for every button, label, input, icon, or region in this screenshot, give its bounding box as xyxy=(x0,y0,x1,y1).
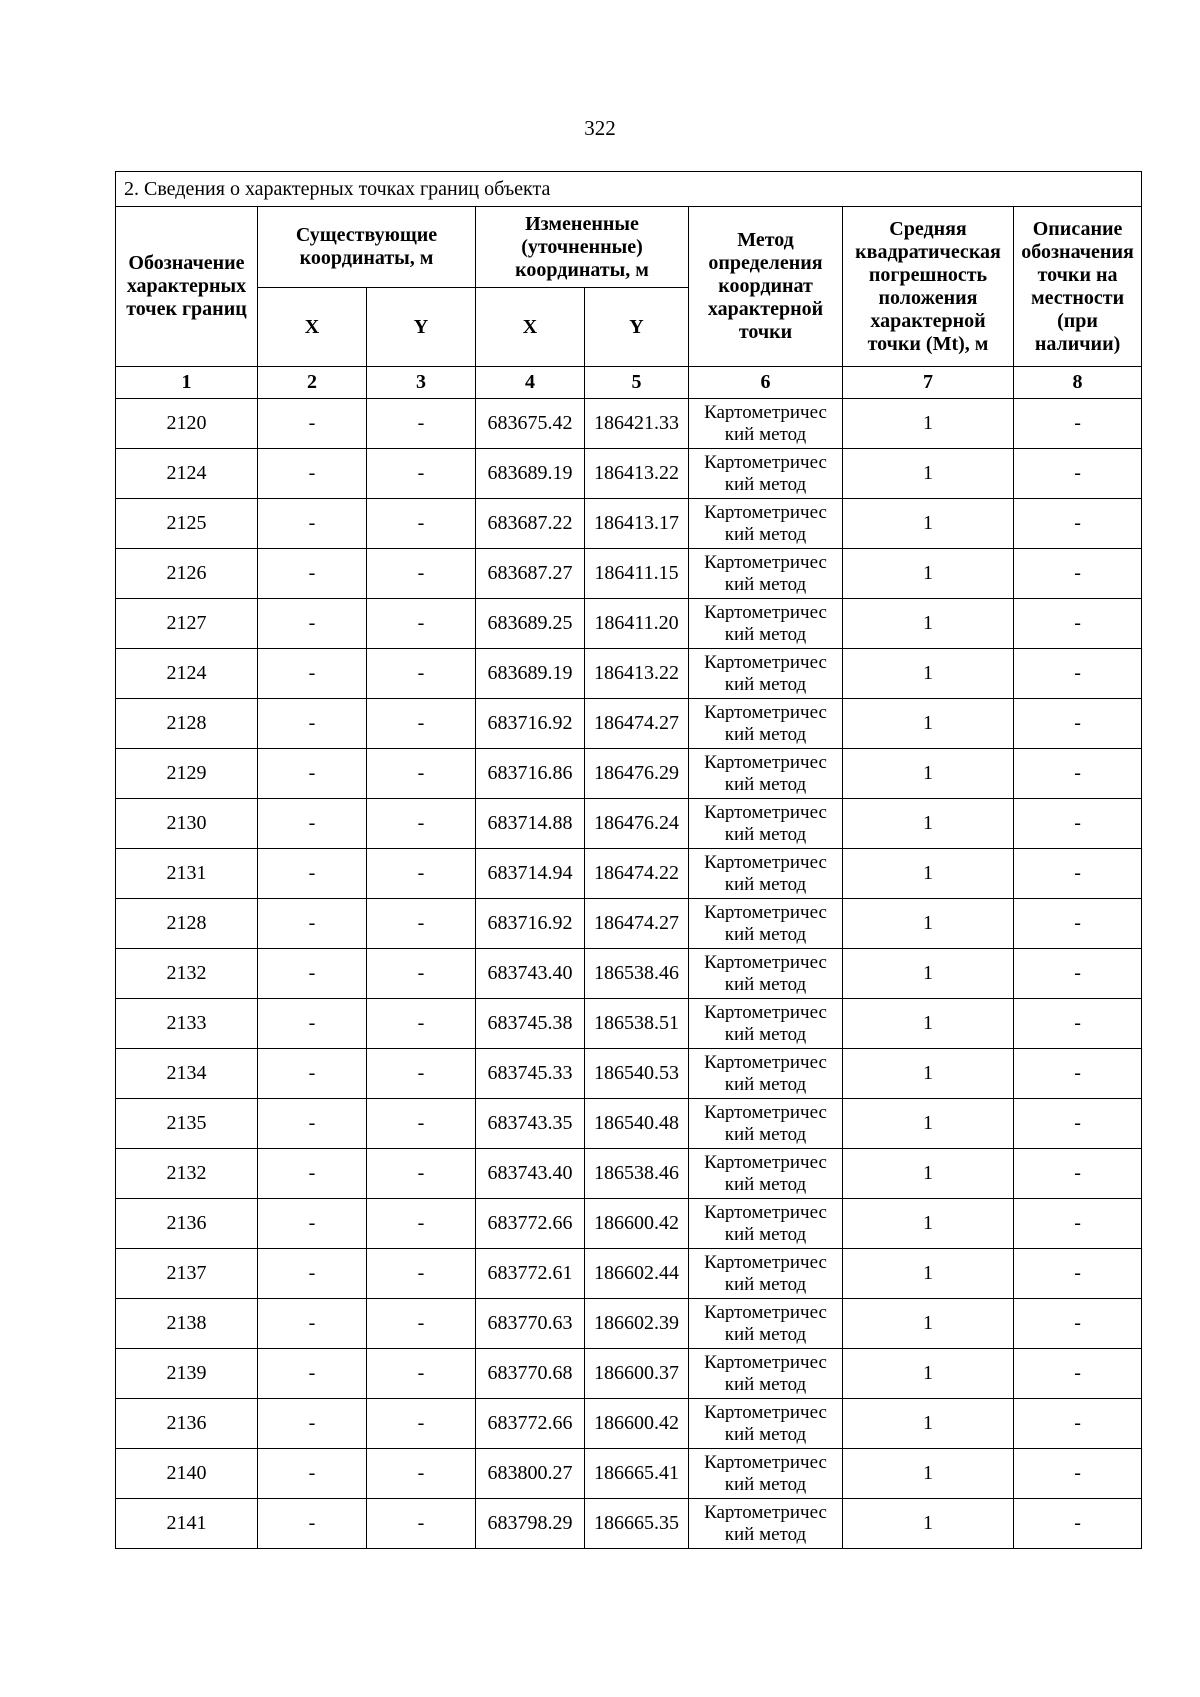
cell-changed-x: 683689.19 xyxy=(476,649,585,699)
cell-description: - xyxy=(1014,1249,1142,1299)
cell-point-id: 2139 xyxy=(116,1349,258,1399)
cell-changed-y: 186665.41 xyxy=(585,1449,689,1499)
cell-changed-x: 683743.35 xyxy=(476,1099,585,1149)
cell-changed-y: 186413.17 xyxy=(585,499,689,549)
cell-error-mt: 1 xyxy=(843,599,1014,649)
cell-description: - xyxy=(1014,1399,1142,1449)
method-line-1: Картометричес xyxy=(704,851,827,873)
method-line-2: кий метод xyxy=(724,823,807,845)
method-line-2: кий метод xyxy=(724,1223,807,1245)
cell-existing-y: - xyxy=(367,649,476,699)
cell-existing-y: - xyxy=(367,1049,476,1099)
cell-point-id: 2124 xyxy=(116,449,258,499)
cell-existing-x: - xyxy=(258,1499,367,1549)
table-row xyxy=(116,499,1142,549)
cell-existing-x: - xyxy=(258,1349,367,1399)
cell-method xyxy=(689,399,843,449)
cell-changed-y: 186540.48 xyxy=(585,1099,689,1149)
column-number: 2 xyxy=(258,367,367,399)
cell-method xyxy=(689,1349,843,1399)
header-method: Метод определения координат характерной точки xyxy=(689,207,843,367)
cell-existing-y: - xyxy=(367,549,476,599)
cell-description: - xyxy=(1014,1449,1142,1499)
cell-point-id: 2129 xyxy=(116,749,258,799)
cell-existing-x: - xyxy=(258,1299,367,1349)
table-row xyxy=(116,899,1142,949)
table-row xyxy=(116,649,1142,699)
section-title: 2. Сведения о характерных точках границ объекта xyxy=(116,172,1142,207)
cell-changed-y: 186600.37 xyxy=(585,1349,689,1399)
method-line-1: Картометричес xyxy=(704,601,827,623)
cell-existing-x: - xyxy=(258,999,367,1049)
method-line-1: Картометричес xyxy=(704,401,827,423)
cell-method xyxy=(689,449,843,499)
cell-existing-x: - xyxy=(258,949,367,999)
cell-changed-x: 683743.40 xyxy=(476,1149,585,1199)
cell-point-id: 2125 xyxy=(116,499,258,549)
cell-changed-x: 683745.33 xyxy=(476,1049,585,1099)
cell-description: - xyxy=(1014,449,1142,499)
cell-existing-x: - xyxy=(258,749,367,799)
cell-existing-x: - xyxy=(258,1449,367,1499)
cell-existing-y: - xyxy=(367,1199,476,1249)
cell-method xyxy=(689,1049,843,1099)
cell-existing-y: - xyxy=(367,1499,476,1549)
method-line-1: Картометричес xyxy=(704,1151,827,1173)
column-number: 5 xyxy=(585,367,689,399)
cell-existing-x: - xyxy=(258,649,367,699)
cell-existing-x: - xyxy=(258,499,367,549)
cell-changed-x: 683687.27 xyxy=(476,549,585,599)
cell-description: - xyxy=(1014,1349,1142,1399)
table-row xyxy=(116,1449,1142,1499)
cell-description: - xyxy=(1014,949,1142,999)
cell-error-mt: 1 xyxy=(843,799,1014,849)
cell-point-id: 2134 xyxy=(116,1049,258,1099)
cell-existing-y: - xyxy=(367,699,476,749)
method-line-1: Картометричес xyxy=(704,1001,827,1023)
cell-description: - xyxy=(1014,999,1142,1049)
cell-description: - xyxy=(1014,399,1142,449)
cell-error-mt: 1 xyxy=(843,649,1014,699)
method-line-2: кий метод xyxy=(724,973,807,995)
cell-method xyxy=(689,899,843,949)
cell-changed-x: 683714.94 xyxy=(476,849,585,899)
table-row xyxy=(116,1299,1142,1349)
cell-method xyxy=(689,1399,843,1449)
cell-error-mt: 1 xyxy=(843,1249,1014,1299)
header-changed-coordinates: Измененные (уточненные) координаты, м xyxy=(476,207,689,288)
method-line-1: Картометричес xyxy=(704,1101,827,1123)
cell-method xyxy=(689,499,843,549)
cell-changed-y: 186538.46 xyxy=(585,1149,689,1199)
method-line-2: кий метод xyxy=(724,573,807,595)
cell-error-mt: 1 xyxy=(843,699,1014,749)
method-line-2: кий метод xyxy=(724,1473,807,1495)
cell-changed-y: 186476.29 xyxy=(585,749,689,799)
method-line-2: кий метод xyxy=(724,923,807,945)
cell-existing-y: - xyxy=(367,599,476,649)
cell-changed-x: 683689.25 xyxy=(476,599,585,649)
cell-changed-x: 683772.66 xyxy=(476,1199,585,1249)
cell-existing-y: - xyxy=(367,1449,476,1499)
cell-error-mt: 1 xyxy=(843,1499,1014,1549)
method-line-1: Картометричес xyxy=(704,1451,827,1473)
table-row xyxy=(116,1399,1142,1449)
method-line-2: кий метод xyxy=(724,773,807,795)
table-row xyxy=(116,1049,1142,1099)
cell-point-id: 2128 xyxy=(116,899,258,949)
method-line-2: кий метод xyxy=(724,1323,807,1345)
cell-error-mt: 1 xyxy=(843,1099,1014,1149)
method-line-2: кий метод xyxy=(724,1373,807,1395)
cell-changed-y: 186602.39 xyxy=(585,1299,689,1349)
cell-existing-y: - xyxy=(367,849,476,899)
cell-error-mt: 1 xyxy=(843,399,1014,449)
cell-changed-x: 683716.92 xyxy=(476,899,585,949)
cell-description: - xyxy=(1014,1299,1142,1349)
cell-point-id: 2138 xyxy=(116,1299,258,1349)
cell-changed-x: 683770.68 xyxy=(476,1349,585,1399)
cell-changed-y: 186421.33 xyxy=(585,399,689,449)
cell-point-id: 2135 xyxy=(116,1099,258,1149)
cell-changed-y: 186665.35 xyxy=(585,1499,689,1549)
method-line-2: кий метод xyxy=(724,1073,807,1095)
table-row xyxy=(116,1349,1142,1399)
header-description: Описание обозначения точки на местности (при наличии) xyxy=(1014,207,1142,367)
cell-point-id: 2136 xyxy=(116,1199,258,1249)
table-row xyxy=(116,949,1142,999)
table-row xyxy=(116,1499,1142,1549)
column-number: 4 xyxy=(476,367,585,399)
cell-changed-x: 683800.27 xyxy=(476,1449,585,1499)
cell-error-mt: 1 xyxy=(843,999,1014,1049)
cell-point-id: 2124 xyxy=(116,649,258,699)
cell-existing-y: - xyxy=(367,749,476,799)
method-line-1: Картометричес xyxy=(704,651,827,673)
header-changed-y: Y xyxy=(585,288,689,367)
cell-existing-y: - xyxy=(367,949,476,999)
cell-existing-y: - xyxy=(367,899,476,949)
method-line-2: кий метод xyxy=(724,1023,807,1045)
cell-method xyxy=(689,999,843,1049)
column-number: 1 xyxy=(116,367,258,399)
header-existing-y: Y xyxy=(367,288,476,367)
cell-error-mt: 1 xyxy=(843,1049,1014,1099)
cell-existing-y: - xyxy=(367,499,476,549)
cell-existing-x: - xyxy=(258,399,367,449)
cell-existing-y: - xyxy=(367,1399,476,1449)
cell-existing-x: - xyxy=(258,549,367,599)
table-body xyxy=(116,399,1142,1549)
cell-point-id: 2136 xyxy=(116,1399,258,1449)
method-line-1: Картометричес xyxy=(704,701,827,723)
cell-description: - xyxy=(1014,549,1142,599)
method-line-1: Картометричес xyxy=(704,1251,827,1273)
cell-point-id: 2130 xyxy=(116,799,258,849)
cell-changed-y: 186600.42 xyxy=(585,1399,689,1449)
cell-changed-y: 186474.22 xyxy=(585,849,689,899)
column-number: 7 xyxy=(843,367,1014,399)
cell-error-mt: 1 xyxy=(843,1349,1014,1399)
cell-changed-y: 186413.22 xyxy=(585,649,689,699)
method-line-2: кий метод xyxy=(724,1123,807,1145)
cell-error-mt: 1 xyxy=(843,1449,1014,1499)
cell-method xyxy=(689,1449,843,1499)
method-line-1: Картометричес xyxy=(704,751,827,773)
cell-existing-x: - xyxy=(258,899,367,949)
cell-changed-x: 683743.40 xyxy=(476,949,585,999)
cell-changed-y: 186411.15 xyxy=(585,549,689,599)
cell-description: - xyxy=(1014,1099,1142,1149)
cell-description: - xyxy=(1014,899,1142,949)
method-line-1: Картометричес xyxy=(704,1201,827,1223)
method-line-1: Картометричес xyxy=(704,1051,827,1073)
cell-existing-x: - xyxy=(258,1249,367,1299)
method-line-1: Картометричес xyxy=(704,551,827,573)
cell-existing-y: - xyxy=(367,399,476,449)
table-row xyxy=(116,399,1142,449)
column-number: 3 xyxy=(367,367,476,399)
cell-point-id: 2127 xyxy=(116,599,258,649)
cell-description: - xyxy=(1014,1499,1142,1549)
cell-changed-y: 186411.20 xyxy=(585,599,689,649)
method-line-2: кий метод xyxy=(724,1523,807,1545)
cell-existing-y: - xyxy=(367,999,476,1049)
cell-description: - xyxy=(1014,599,1142,649)
cell-description: - xyxy=(1014,799,1142,849)
method-line-2: кий метод xyxy=(724,623,807,645)
cell-point-id: 2126 xyxy=(116,549,258,599)
cell-method xyxy=(689,599,843,649)
boundary-points-table xyxy=(115,171,1142,1549)
cell-changed-x: 683689.19 xyxy=(476,449,585,499)
page-number: 322 xyxy=(584,116,616,140)
cell-description: - xyxy=(1014,849,1142,899)
header-changed-x: X xyxy=(476,288,585,367)
cell-method xyxy=(689,649,843,699)
method-line-1: Картометричес xyxy=(704,1351,827,1373)
cell-method xyxy=(689,749,843,799)
cell-description: - xyxy=(1014,499,1142,549)
cell-method xyxy=(689,1099,843,1149)
method-line-2: кий метод xyxy=(724,1173,807,1195)
cell-changed-y: 186476.24 xyxy=(585,799,689,849)
cell-existing-x: - xyxy=(258,1399,367,1449)
cell-changed-x: 683675.42 xyxy=(476,399,585,449)
cell-point-id: 2133 xyxy=(116,999,258,1049)
cell-existing-y: - xyxy=(367,1349,476,1399)
table-row xyxy=(116,849,1142,899)
column-number: 8 xyxy=(1014,367,1142,399)
cell-changed-y: 186602.44 xyxy=(585,1249,689,1299)
table-row xyxy=(116,799,1142,849)
cell-description: - xyxy=(1014,749,1142,799)
cell-changed-y: 186474.27 xyxy=(585,899,689,949)
method-line-2: кий метод xyxy=(724,423,807,445)
cell-changed-x: 683798.29 xyxy=(476,1499,585,1549)
cell-error-mt: 1 xyxy=(843,1399,1014,1449)
cell-error-mt: 1 xyxy=(843,749,1014,799)
cell-point-id: 2141 xyxy=(116,1499,258,1549)
cell-error-mt: 1 xyxy=(843,499,1014,549)
cell-description: - xyxy=(1014,1199,1142,1249)
method-line-2: кий метод xyxy=(724,523,807,545)
cell-changed-y: 186474.27 xyxy=(585,699,689,749)
cell-error-mt: 1 xyxy=(843,849,1014,899)
cell-method xyxy=(689,1149,843,1199)
header-error: Средняя квадратическая погрешность положения характерной точки (Mt), м xyxy=(843,207,1014,367)
cell-error-mt: 1 xyxy=(843,949,1014,999)
cell-method xyxy=(689,1199,843,1249)
cell-method xyxy=(689,1299,843,1349)
cell-error-mt: 1 xyxy=(843,549,1014,599)
cell-existing-y: - xyxy=(367,449,476,499)
cell-error-mt: 1 xyxy=(843,1299,1014,1349)
header-existing-x: X xyxy=(258,288,367,367)
table-row xyxy=(116,599,1142,649)
cell-method xyxy=(689,949,843,999)
table-row xyxy=(116,1149,1142,1199)
method-line-1: Картометричес xyxy=(704,1401,827,1423)
method-line-2: кий метод xyxy=(724,473,807,495)
table-row xyxy=(116,1099,1142,1149)
cell-point-id: 2132 xyxy=(116,1149,258,1199)
cell-existing-y: - xyxy=(367,1099,476,1149)
cell-point-id: 2132 xyxy=(116,949,258,999)
cell-existing-x: - xyxy=(258,1099,367,1149)
cell-existing-x: - xyxy=(258,1199,367,1249)
cell-existing-x: - xyxy=(258,1149,367,1199)
cell-changed-x: 683772.61 xyxy=(476,1249,585,1299)
method-line-1: Картометричес xyxy=(704,451,827,473)
cell-method xyxy=(689,1249,843,1299)
cell-changed-y: 186413.22 xyxy=(585,449,689,499)
table-row xyxy=(116,1199,1142,1249)
cell-description: - xyxy=(1014,1049,1142,1099)
table-row xyxy=(116,449,1142,499)
table-row xyxy=(116,999,1142,1049)
column-number: 6 xyxy=(689,367,843,399)
cell-point-id: 2128 xyxy=(116,699,258,749)
cell-error-mt: 1 xyxy=(843,1149,1014,1199)
cell-existing-x: - xyxy=(258,699,367,749)
cell-changed-x: 683714.88 xyxy=(476,799,585,849)
method-line-1: Картометричес xyxy=(704,901,827,923)
cell-existing-x: - xyxy=(258,599,367,649)
method-line-1: Картометричес xyxy=(704,1501,827,1523)
cell-point-id: 2137 xyxy=(116,1249,258,1299)
header-designation: Обозначение характерных точек границ xyxy=(116,207,258,367)
cell-changed-x: 683716.86 xyxy=(476,749,585,799)
cell-existing-x: - xyxy=(258,849,367,899)
cell-changed-x: 683770.63 xyxy=(476,1299,585,1349)
table-row xyxy=(116,549,1142,599)
method-line-1: Картометричес xyxy=(704,801,827,823)
cell-existing-y: - xyxy=(367,799,476,849)
cell-description: - xyxy=(1014,649,1142,699)
method-line-2: кий метод xyxy=(724,673,807,695)
method-line-2: кий метод xyxy=(724,723,807,745)
cell-method xyxy=(689,699,843,749)
cell-changed-y: 186600.42 xyxy=(585,1199,689,1249)
cell-method xyxy=(689,549,843,599)
method-line-1: Картометричес xyxy=(704,1301,827,1323)
cell-changed-x: 683772.66 xyxy=(476,1399,585,1449)
cell-changed-x: 683687.22 xyxy=(476,499,585,549)
cell-existing-x: - xyxy=(258,449,367,499)
cell-existing-x: - xyxy=(258,799,367,849)
cell-existing-x: - xyxy=(258,1049,367,1099)
method-line-1: Картометричес xyxy=(704,501,827,523)
header-existing-coordinates: Существующие координаты, м xyxy=(258,207,476,288)
cell-changed-y: 186538.46 xyxy=(585,949,689,999)
cell-existing-y: - xyxy=(367,1299,476,1349)
cell-method xyxy=(689,799,843,849)
cell-description: - xyxy=(1014,699,1142,749)
cell-existing-y: - xyxy=(367,1149,476,1199)
table-row xyxy=(116,699,1142,749)
cell-method xyxy=(689,849,843,899)
method-line-1: Картометричес xyxy=(704,951,827,973)
method-line-2: кий метод xyxy=(724,873,807,895)
table-row xyxy=(116,1249,1142,1299)
cell-point-id: 2131 xyxy=(116,849,258,899)
cell-changed-y: 186538.51 xyxy=(585,999,689,1049)
table-row xyxy=(116,749,1142,799)
cell-point-id: 2120 xyxy=(116,399,258,449)
cell-changed-x: 683745.38 xyxy=(476,999,585,1049)
cell-changed-y: 186540.53 xyxy=(585,1049,689,1099)
cell-point-id: 2140 xyxy=(116,1449,258,1499)
cell-error-mt: 1 xyxy=(843,449,1014,499)
cell-error-mt: 1 xyxy=(843,1199,1014,1249)
cell-method xyxy=(689,1499,843,1549)
method-line-2: кий метод xyxy=(724,1273,807,1295)
cell-existing-y: - xyxy=(367,1249,476,1299)
cell-changed-x: 683716.92 xyxy=(476,699,585,749)
cell-description: - xyxy=(1014,1149,1142,1199)
cell-error-mt: 1 xyxy=(843,899,1014,949)
method-line-2: кий метод xyxy=(724,1423,807,1445)
